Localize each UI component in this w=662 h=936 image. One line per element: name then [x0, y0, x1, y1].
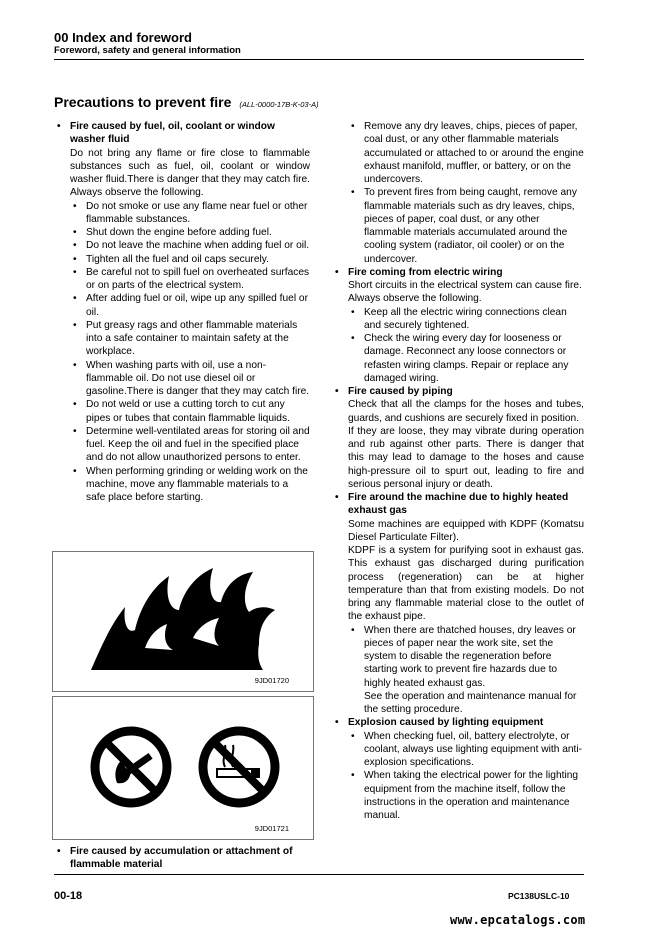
figure-no-fire-no-smoking — [52, 696, 314, 840]
list-item: • Remove any dry leaves, chips, pieces of paper, coal dust, or any other flammable materials accumulated or attached to or around the engine exhaust manifold, muffler, or battery, or on the undercovers. — [332, 120, 584, 186]
list-item-note: See the operation and maintenance manual for the setting procedure. — [364, 690, 577, 715]
list-item: • Be careful not to spill fuel on overheated surfaces or on parts of the electrical system. — [54, 266, 310, 293]
list-item: • Do not weld or use a cutting torch to cut any pipes or tubes that contain flammable liquids. — [54, 398, 310, 425]
heading-lighting-explosion: • Explosion caused by lighting equipment — [332, 716, 584, 729]
chapter-title: 00 Index and foreword — [54, 30, 192, 45]
list-item: • Put greasy rags and other flammable materials into a safe container to maintain safety at the workplace. — [54, 319, 310, 359]
watermark: www.epcatalogs.com — [450, 913, 586, 927]
figure-flames — [52, 551, 314, 692]
paragraph-kdpf-2: KDPF is a system for purifying soot in exhaust gas. This exhaust gas discharged during purification process (regeneration) can be at higher temperature than that from existing models. Do not bring any flammable material close to the outlet of the exhaust pipe. — [348, 545, 584, 623]
no-smoking-icon — [203, 731, 275, 803]
paragraph-kdpf-1: Some machines are equipped with KDPF (Komatsu Diesel Particulate Filter). — [348, 518, 584, 543]
left-column — [54, 120, 310, 504]
list-item: • Shut down the engine before adding fuel. — [54, 226, 310, 239]
list-item: • When checking fuel, oil, battery electrolyte, or coolant, always use lighting equipment with anti-explosion specifications. — [332, 730, 584, 770]
section-code: (ALL-0000-17B-K-03-A) — [239, 100, 319, 109]
flame-icon — [53, 552, 313, 691]
paragraph-fuel-fire: Do not bring any flame or fire close to flammable substances such as fuel, oil, coolant or window washer fluid.There is danger that they may catch fire. Always observe the following. — [70, 147, 310, 199]
section-heading — [54, 94, 319, 110]
heading-accumulation-fire: • Fire caused by accumulation or attachment of flammable material — [54, 845, 310, 872]
list-item: • When taking the electrical power for the lighting equipment from the machine itself, follow the instructions in the operation and maintenance manual. — [332, 769, 584, 822]
list-item: • Determine well-ventilated areas for storing oil and fuel. Keep the oil and fuel in the specified place and do not allow unauthorized persons to enter. — [54, 425, 310, 465]
page-number: 00-18 — [54, 890, 83, 902]
list-item: • To prevent fires from being caught, remove any flammable materials such as dry leaves, chips, pieces of paper, coal dust, or any other flammable materials accumulated around the cooling system (radiator, oil cooler) or on the undercover. — [332, 186, 584, 266]
list-item: • When washing parts with oil, use a non-flammable oil. Do not use diesel oil or gasoline.There is danger that they may catch fire. — [54, 359, 310, 399]
figure-caption: 9JD01721 — [254, 824, 289, 833]
right-column — [332, 120, 584, 822]
heading-fuel-fire: • Fire caused by fuel, oil, coolant or window washer fluid — [54, 120, 310, 147]
heading-piping: • Fire caused by piping — [332, 385, 584, 398]
list-item: • Do not smoke or use any flame near fuel or other flammable substances. — [54, 200, 310, 227]
list-item: • When there are thatched houses, dry leaves or pieces of paper near the work site, set the system to disable the regeneration before starting work to prevent fire hazards due to highly heated exhaust gas. — [332, 624, 584, 690]
list-item: • Check the wiring every day for looseness or damage. Reconnect any loose connectors or refasten wiring clamps. Repair or replace any damaged wiring. — [332, 332, 584, 385]
figure-caption: 9JD01720 — [254, 676, 289, 685]
chapter-subtitle: Foreword, safety and general information — [54, 45, 241, 56]
list-item: • After adding fuel or oil, wipe up any spilled fuel or oil. — [54, 292, 310, 319]
heading-electric-wiring: • Fire coming from electric wiring — [332, 266, 584, 279]
list-item: • When performing grinding or welding work on the machine, move any flammable materials to a safe place before starting. — [54, 465, 310, 505]
heading-exhaust-gas: • Fire around the machine due to highly heated exhaust gas — [332, 491, 584, 518]
no-open-flame-icon — [95, 731, 167, 803]
list-item: • Keep all the electric wiring connections clean and securely tightened. — [332, 306, 584, 333]
section-title: Precautions to prevent fire — [54, 94, 232, 110]
paragraph-piping-2: If they are loose, they may vibrate during operation and rub against other parts. There is danger that this may lead to damage to the hoses and cause high-pressure oil to spurt out, leading to fire and serious personal injury or death. — [348, 425, 584, 490]
prohibition-signs — [53, 697, 313, 839]
header-rule — [54, 59, 584, 60]
list-item: • Tighten all the fuel and oil caps securely. — [54, 253, 310, 266]
model-number: PC138USLC-10 — [508, 891, 570, 901]
paragraph-electric-wiring: Short circuits in the electrical system can cause fire. Always observe the following. — [348, 280, 582, 305]
paragraph-piping-1: Check that all the clamps for the hoses and tubes, guards, and cushions are securely fixed in position. — [348, 399, 584, 424]
left-column-bottom — [54, 845, 310, 872]
footer-rule — [54, 874, 584, 875]
list-item: • Do not leave the machine when adding fuel or oil. — [54, 239, 310, 252]
page-header — [54, 30, 241, 57]
